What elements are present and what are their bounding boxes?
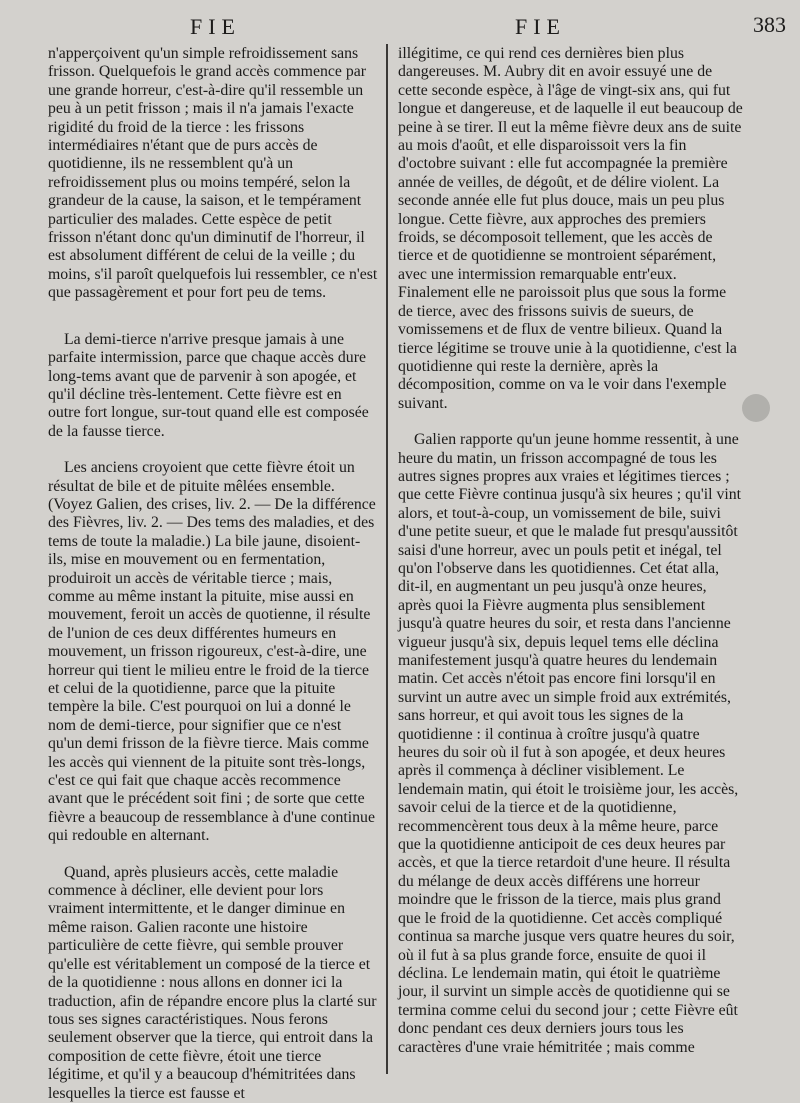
paper-stain: [742, 394, 770, 422]
left-running-head: FIE: [190, 14, 241, 39]
left-paragraph-2: La demi-tierce n'arrive presque jamais à une parfaite intermission, parce que chaque accès dure long-tems avant que de parvenir à son apogée, et qu'il décline très-lentement. Cette fièvre est en outre fort longue, sur-tout quand elle est composée de la fausse tierce.: [48, 330, 369, 440]
right-paragraph-2: Galien rapporte qu'un jeune homme ressentit, à une heure du matin, un frisson accompagné de tous les autres signes propres aux vraies et légitimes tierces ; que cette Fièvre continua jusqu'à six heures ; qu'il vint alors, et tout-à-coup, un vomissement de bile, suivi d'une petite sueur, et que le malade fut presqu'aussitôt saisi d'une horreur, avec un pouls petit et inégal, tel qu'on l'observe dans les quotidiennes. Cet état alla, dit-il, en augmentant un peu jusqu'à onze heures, après quoi la Fièvre augmenta plus sensiblement jusqu'à quatre heures du soir, et resta dans l'ancienne vigueur jusqu'à six, depuis lequel tems elle déclina manifestement jusqu'à quatre heures du lendemain matin. Cet accès n'étoit pas encore fini lorsqu'il en survint un autre avec un simple froid aux extrémités, sans horreur, et qui avoit tous les signes de la quotidienne : il continua à croître jusqu'à quatre heures du soir où il fut à son apogée, et deux heures après il commença à décliner visiblement. Le lendemain matin, qui étoit le troisième jour, les accès, savoir celui de la tierce et de la quotidienne, recommencèrent tous deux à la même heure, parce que la quotidienne anticipoit de ces deux heures par accès, et que la tierce retardoit d'une heure. Il résulta du mélange de deux accès différens une horreur moindre que le frisson de la tierce, mais plus grand que le froid de la quotidienne. Cet accès compliqué continua sa marche jusque vers quatre heures du soir, où il fut à sa plus grande force, ensuite de quoi il déclina. Le lendemain matin, qui étoit le quatrième jour, il survint un simple accès de quotidienne qui se termina comme celui du second jour ; cette Fièvre eût donc pendant ces deux derniers jours tous les caractères d'une vraie hémitritée ; mais comme: [398, 431, 742, 1056]
left-paragraph-4: Quand, après plusieurs accès, cette maladie commence à décliner, elle devient pour lors vraiment intermittente, et le danger diminue en même raison. Galien raconte une histoire particulière de cette fièvre, qui semble prouver qu'elle est véritablement un composé de la tierce et de la quotidienne : nous allons en donner ici la traduction, afin de répandre encore plus la clarté sur tous ses signes caractéristiques. Nous ferons seulement observer que la tierce, qui entroit dans la composition de cette fièvre, étoit une tierce légitime, et qu'il y a beaucoup d'hémitritées dans lesquelles la tierce est fausse et: [48, 863, 377, 1102]
left-paragraph-3: Les anciens croyoient que cette fièvre étoit un résultat de bile et de pituite mêlées ensemble. (Voyez Galien, des crises, liv. 2. — De la différence des Fièvres, liv. 2. — Des tems des maladies, et des tems de toute la maladie.) La bile jaune, disoient-ils, mise en mouvement ou en fermentation, produiroit un accès de véritable tierce ; mais, comme au même instant la pituite, mise aussi en mouvement, feroit un accès de quotienne, il résulte de l'union de ces deux différentes humeurs en mouvement, un frisson rigoureux, c'est-à-dire, une horreur qui tient le milieu entre le froid de la tierce et celui de la quotidienne, parce que la pituite tempère la bile. C'est pourquoi on lui a donné le nom de demi-tierce, pour signifier que ce n'est qu'un demi frisson de la fièvre tierce. Mais comme les accès qui viennent de la pituite sont très-longs, c'est ce qui fait que chaque accès recommence avant que le précédent soit fini ; de sorte que cette fièvre a beaucoup de ressemblance à d'une continue qui redouble en alternant.: [48, 459, 376, 845]
right-paragraph-1: illégitime, ce qui rend ces dernières bien plus dangereuses. M. Aubry dit en avoir essuyé une de cette seconde espèce, à l'âge de vingt-six ans, qui fut longue et dangereuse, et de laquelle il eut beaucoup de peine à se tirer. Il eut la même fièvre deux ans de suite au mois d'août, et elle disparoissoit vers la fin d'octobre suivant : elle fut accompagnée la première année de veilles, de dégoût, et de délire violent. La seconde année elle fut plus douce, mais un peu plus longue. Cette fièvre, aux approches des premiers froids, se décomposoit tellement, que les accès de tierce et de quotidienne se montroient séparément, avec une intermission remarquable entr'eux. Finalement elle ne paroissoit plus que sous la forme de tierce, avec des frissons suivis de sueurs, de vomissemens et de flux de ventre bilieux. Quand la tierce légitime se trouve unie à la quotidienne, c'est la quotidienne qui reste la dernière, après la décomposition, comme on va le voir dans l'exemple suivant.: [398, 45, 743, 412]
left-paragraph-1: n'apperçoivent qu'un simple refroidissement sans frisson. Quelquefois le grand accès commence par une grande horreur, c'est-à-dire qu'il ressemble un peu à un petit frisson ; mais il n'a jamais l'exacte rigidité du froid de la tierce : les frissons intermédiaires n'étant que de purs accès de quotidienne, ils ne ressemblent qu'à un refroidissement plus ou moins tempéré, selon la grandeur de la cause, la saison, et le tempérament particulier des malades. Cette espèce de petit frisson n'étant donc qu'un diminutif de l'horreur, il est absolument différent de celui de la veille ; du moins, s'il paroît quelquefois lui ressembler, ce n'est que passagèrement et pour fort peu de tems.: [48, 45, 378, 302]
right-running-head: FIE: [515, 14, 566, 39]
right-column: [398, 45, 743, 1057]
left-column: [48, 45, 378, 1103]
page-number: 383: [753, 12, 786, 37]
column-divider: [386, 44, 388, 1074]
